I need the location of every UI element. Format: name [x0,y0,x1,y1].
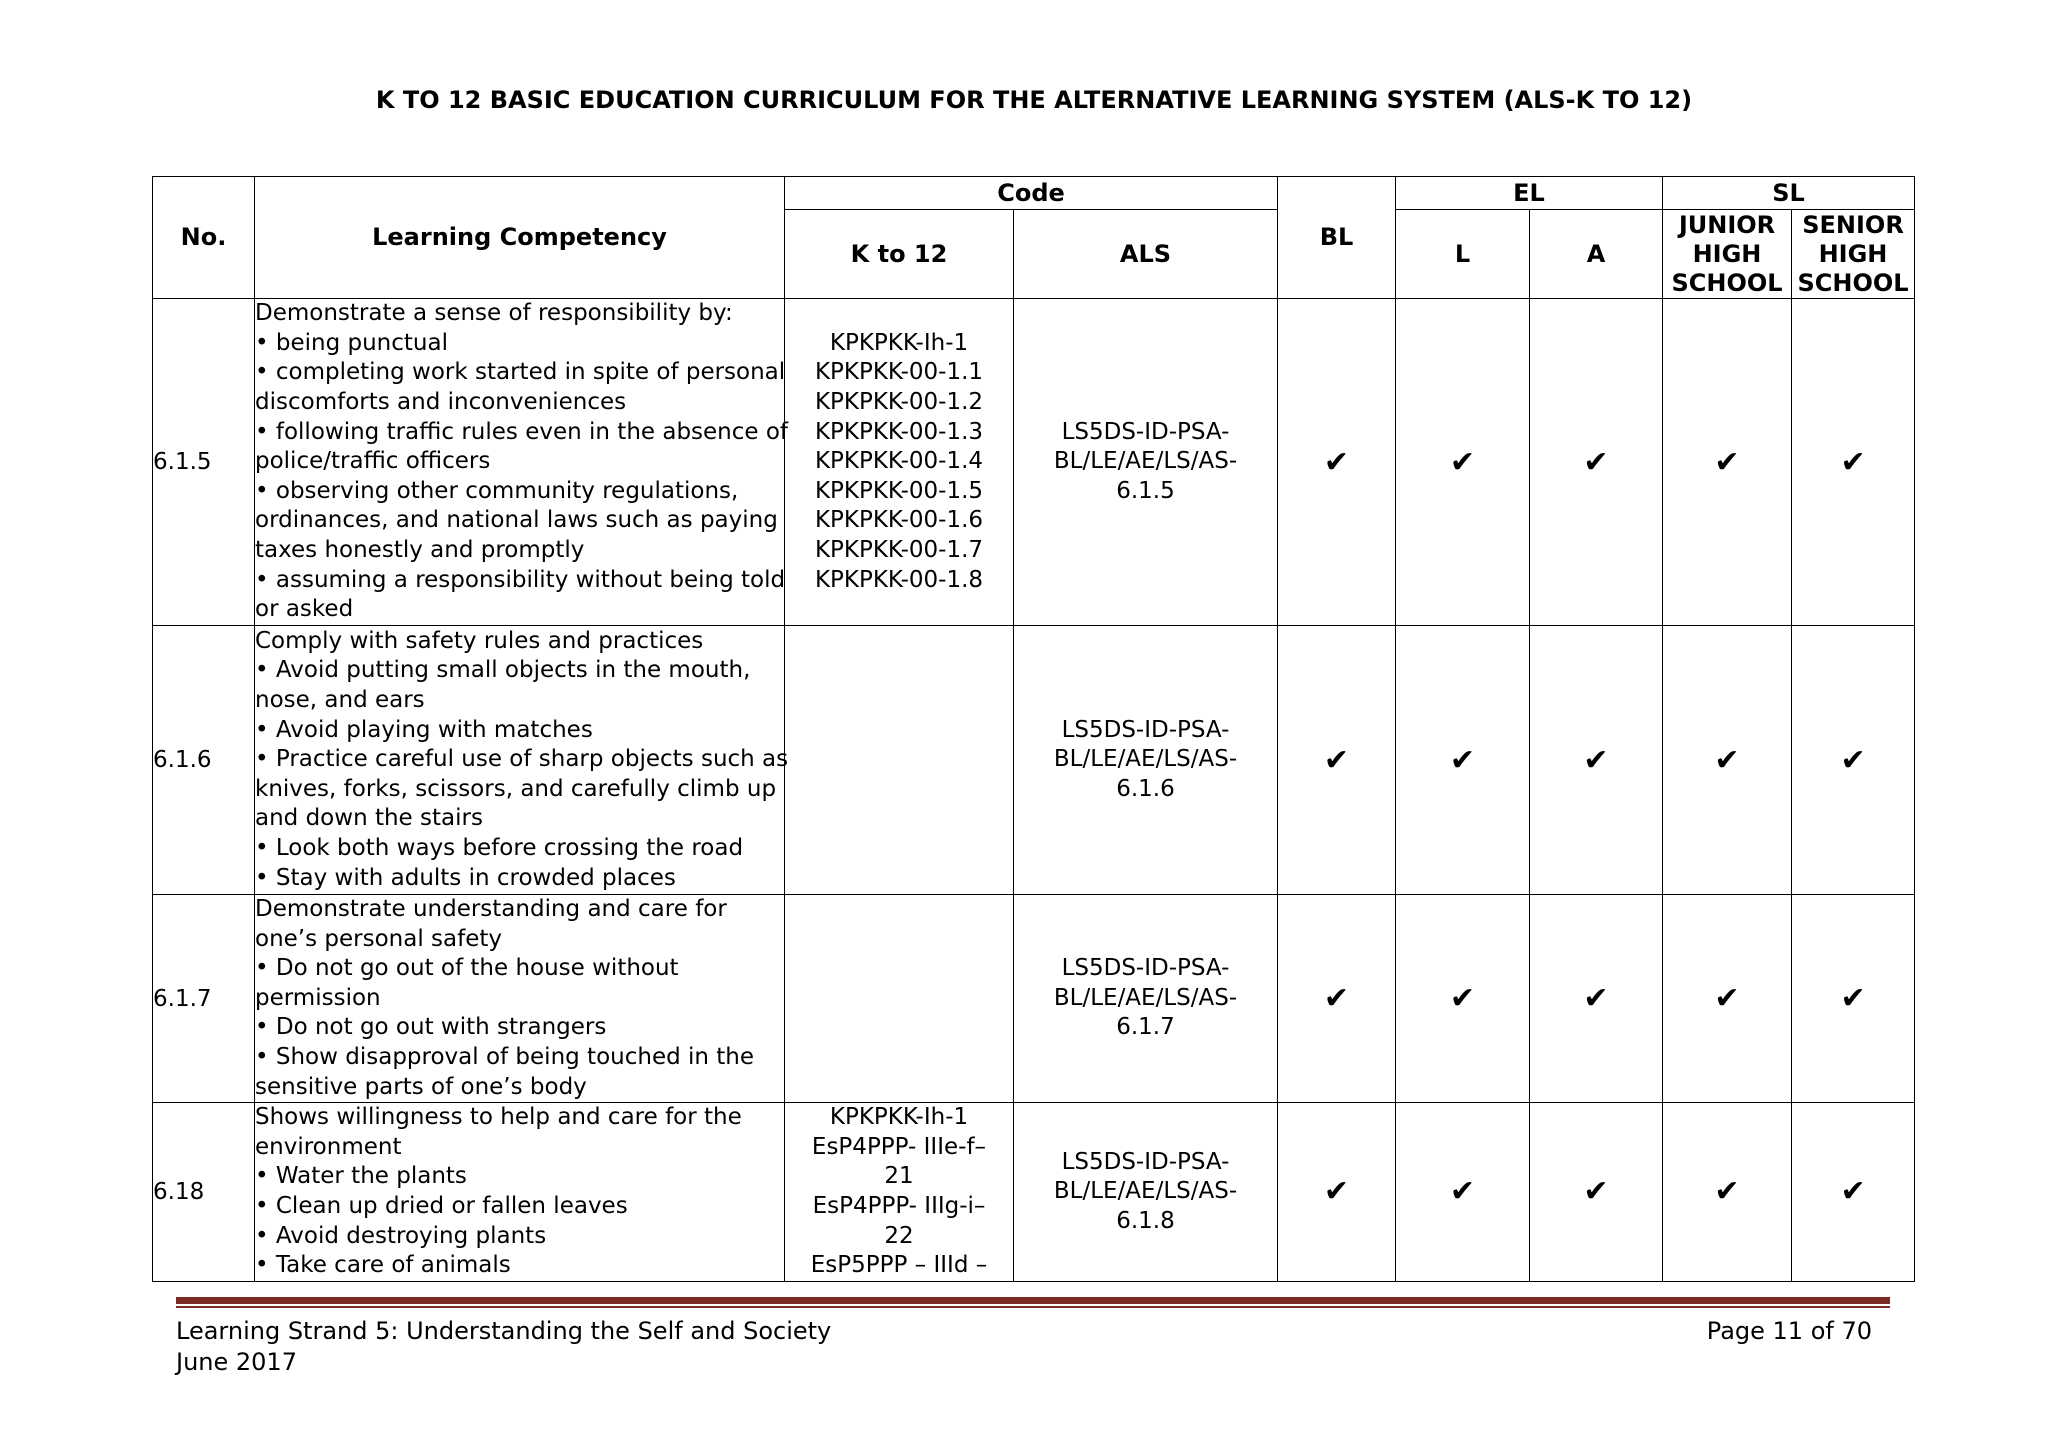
table-row [153,626,1915,895]
k-to-12-code: KPKPKK-00-1.7 [814,536,984,563]
curriculum-table [152,176,1915,1282]
k-to-12-code-cell [785,895,1014,1103]
k-to-12-code-cell [785,626,1014,895]
k-to-12-code: KPKPKK-00-1.5 [814,477,984,504]
competency-line: • Avoid destroying plants [255,1222,547,1249]
check-mark-sl-junior-high: ✔ [1663,1103,1792,1282]
check-mark-el-l: ✔ [1396,626,1530,895]
k-to-12-code: KPKPKK-00-1.6 [814,507,984,534]
row-number: 6.1.7 [153,895,255,1103]
competency-line: Comply with safety rules and practices [255,627,704,654]
table-body [153,299,1915,1282]
als-code-cell [1014,1103,1278,1282]
check-mark-sl-junior-high: ✔ [1663,626,1792,895]
competency-line: • Show disapproval of being touched in the [255,1043,755,1070]
competency-line: nose, and ears [255,687,425,714]
k-to-12-code: EsP4PPP- IIIe-f– [811,1133,987,1160]
competency-line: and down the stairs [255,805,483,832]
header-junior-high-school: JUNIOR HIGH SCHOOL [1663,210,1792,299]
check-mark-el-l: ✔ [1396,299,1530,626]
competency-line: • Clean up dried or fallen leaves [255,1192,628,1219]
learning-competency-cell [255,895,785,1103]
competency-line: sensitive parts of one’s body [255,1073,587,1100]
k-to-12-code: KPKPKK-00-1.3 [814,418,984,445]
competency-line: permission [255,984,381,1011]
check-mark-el-a: ✔ [1530,1103,1663,1282]
table-row [153,895,1915,1103]
learning-competency-cell [255,299,789,626]
row-number: 6.1.5 [153,299,255,626]
competency-line: police/traffic officers [255,448,491,475]
header-no: No. [153,177,255,299]
header-a: A [1530,210,1663,299]
als-code: BL/LE/AE/LS/AS- [1053,746,1238,773]
footer-left [176,1316,831,1378]
als-code-cell [1014,895,1278,1103]
competency-line: • Practice careful use of sharp objects such as [255,746,789,773]
competency-line: • completing work started in spite of personal [255,359,786,386]
k-to-12-code-cell [785,1103,1014,1282]
check-mark-bl: ✔ [1278,1103,1396,1282]
check-mark-sl-junior-high: ✔ [1663,895,1792,1103]
check-mark-sl-junior-high: ✔ [1663,299,1792,626]
check-mark-sl-senior-high: ✔ [1792,895,1915,1103]
als-code: LS5DS-ID-PSA- [1061,1148,1230,1175]
competency-line: • Water the plants [255,1163,467,1190]
competency-line: Demonstrate understanding and care for [255,896,727,922]
check-mark-el-l: ✔ [1396,1103,1530,1282]
k-to-12-code: KPKPKK-00-1.8 [814,566,984,593]
competency-line: Shows willingness to help and care for the [255,1104,742,1131]
competency-line: • Look both ways before crossing the road [255,834,744,861]
table-row [153,299,1915,626]
als-code: BL/LE/AE/LS/AS- [1053,984,1238,1011]
als-code: BL/LE/AE/LS/AS- [1053,448,1238,475]
competency-line: • being punctual [255,329,448,356]
check-mark-sl-senior-high: ✔ [1792,626,1915,895]
competency-line: • Stay with adults in crowded places [255,864,676,891]
k-to-12-code: 22 [884,1222,914,1249]
competency-line: or asked [255,596,354,623]
als-code: 6.1.7 [1116,1014,1175,1041]
learning-competency-cell [255,626,789,895]
check-mark-sl-senior-high: ✔ [1792,1103,1915,1282]
competency-line: Demonstrate a sense of responsibility by: [255,300,733,327]
check-mark-bl: ✔ [1278,895,1396,1103]
header-als: ALS [1014,210,1278,299]
competency-line: • Avoid playing with matches [255,716,593,743]
footer-divider [176,1297,1890,1309]
competency-line: environment [255,1133,402,1160]
k-to-12-code: KPKPKK-00-1.2 [814,389,984,416]
footer-learning-strand: Learning Strand 5: Understanding the Self and Society [176,1317,832,1345]
competency-line: • observing other community regulations, [255,477,739,504]
header-sl: SL [1663,177,1915,210]
competency-line: • assuming a responsibility without being told [255,566,786,593]
competency-line: ordinances, and national laws such as paying [255,507,778,534]
k-to-12-code: KPKPKK-Ih-1 [829,1104,969,1131]
check-mark-bl: ✔ [1278,626,1396,895]
competency-line: • Take care of animals [255,1252,511,1279]
competency-line: • Do not go out of the house without [255,955,679,982]
header-el: EL [1396,177,1663,210]
table-row [153,1103,1915,1282]
competency-line: • Avoid putting small objects in the mouth, [255,657,751,684]
footer-date: June 2017 [176,1348,297,1376]
check-mark-el-a: ✔ [1530,895,1663,1103]
competency-line: • Do not go out with strangers [255,1014,607,1041]
header-k-to-12: K to 12 [785,210,1014,299]
competency-line: discomforts and inconveniences [255,389,627,416]
k-to-12-code: KPKPKK-00-1.4 [814,448,984,475]
check-mark-bl: ✔ [1278,299,1396,626]
header-learning-competency: Learning Competency [255,177,785,299]
k-to-12-code: KPKPKK-Ih-1 [829,329,969,356]
check-mark-sl-senior-high: ✔ [1792,299,1915,626]
row-number: 6.1.6 [153,626,255,895]
check-mark-el-a: ✔ [1530,626,1663,895]
k-to-12-code: 21 [884,1163,914,1190]
k-to-12-code: EsP4PPP- IIIg-i– [812,1192,986,1219]
document-title: K TO 12 BASIC EDUCATION CURRICULUM FOR THE ALTERNATIVE LEARNING SYSTEM (ALS-K TO 12) [375,86,1693,114]
header-senior-high-school: SENIOR HIGH SCHOOL [1792,210,1915,299]
competency-line: • following traffic rules even in the absence of [255,418,789,445]
als-code: LS5DS-ID-PSA- [1061,716,1230,743]
als-code: 6.1.5 [1116,477,1175,504]
als-code: 6.1.6 [1116,775,1175,802]
als-code: LS5DS-ID-PSA- [1061,418,1230,445]
competency-line: knives, forks, scissors, and carefully climb up [255,775,777,802]
competency-line: one’s personal safety [255,925,502,952]
learning-competency-cell [255,1103,785,1282]
k-to-12-code-cell [785,299,1014,626]
als-code-cell [1014,299,1278,626]
als-code: BL/LE/AE/LS/AS- [1053,1178,1238,1205]
header-l: L [1396,210,1530,299]
check-mark-el-l: ✔ [1396,895,1530,1103]
als-code-cell [1014,626,1278,895]
footer-page-number: Page 11 of 70 [1706,1317,1872,1345]
check-mark-el-a: ✔ [1530,299,1663,626]
k-to-12-code: EsP5PPP – IIId – [810,1252,988,1279]
header-bl: BL [1278,177,1396,299]
k-to-12-code: KPKPKK-00-1.1 [814,359,984,386]
row-number: 6.18 [153,1103,255,1282]
als-code: 6.1.8 [1116,1207,1175,1234]
als-code: LS5DS-ID-PSA- [1061,955,1230,982]
header-code: Code [785,177,1278,210]
competency-line: taxes honestly and promptly [255,536,585,563]
